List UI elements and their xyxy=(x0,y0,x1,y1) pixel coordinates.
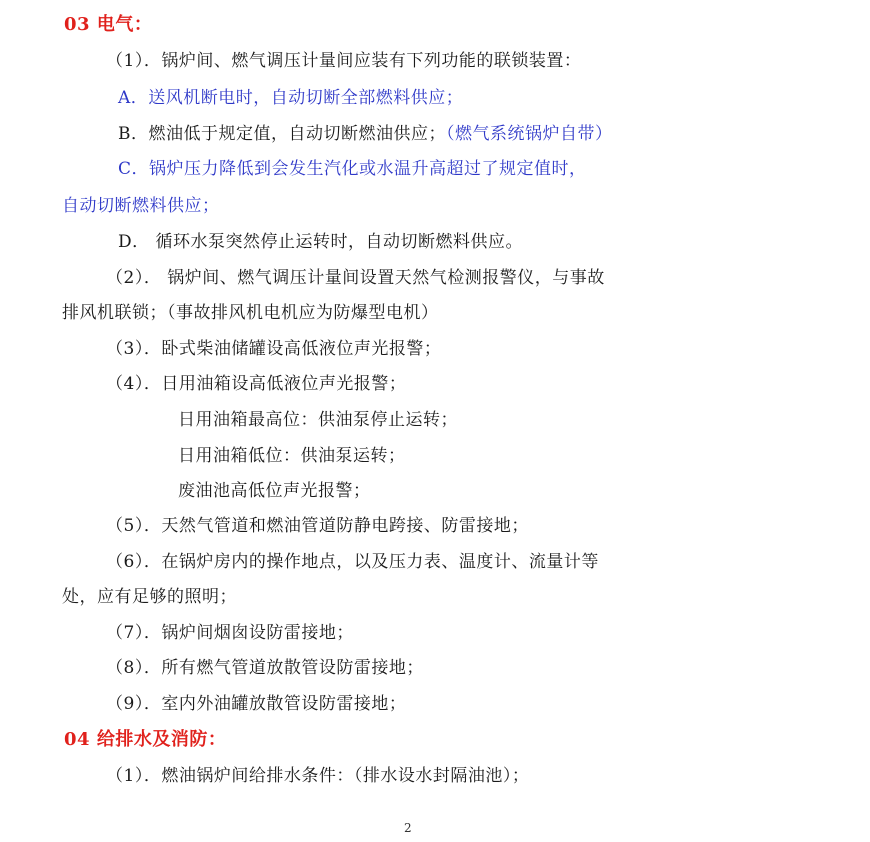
section-heading-water-fire: 04 给排水及消防： xyxy=(64,729,227,750)
electrical-item-6-line1: （6）．在锅炉房内的操作地点，以及压力表、温度计、流量计等 xyxy=(106,552,599,572)
electrical-item-1c-line1: C．锅炉压力降低到会发生汽化或水温升高超过了规定值时， xyxy=(118,159,587,179)
electrical-item-1d: D． 循环水泵突然停止运转时，自动切断燃料供应。 xyxy=(118,232,524,252)
electrical-item-2-line2: 排风机联锁；（事故排风机电机应为防爆型电机） xyxy=(62,303,439,323)
electrical-item-4: （4）．日用油箱设高低液位声光报警； xyxy=(106,374,407,394)
electrical-item-4c: 废油池高低位声光报警； xyxy=(178,481,371,501)
electrical-item-4a: 日用油箱最高位：供油泵停止运转； xyxy=(178,410,458,430)
electrical-item-7: （7）．锅炉间烟囱设防雷接地； xyxy=(106,623,354,643)
electrical-item-3: （3）．卧式柴油储罐设高低液位声光报警； xyxy=(106,339,442,359)
electrical-item-1b-text: B．燃油低于规定值，自动切断燃油供应； xyxy=(118,124,446,144)
electrical-item-1b-note: （燃气系统锅炉自带） xyxy=(446,124,613,144)
page-number: 2 xyxy=(404,821,413,835)
electrical-item-1: （1）．锅炉间、燃气调压计量间应装有下列功能的联锁装置： xyxy=(106,51,582,71)
section-heading-electrical: 03 电气： xyxy=(64,14,153,35)
electrical-item-5: （5）．天然气管道和燃油管道防静电跨接、防雷接地； xyxy=(106,516,529,536)
electrical-item-8: （8）．所有燃气管道放散管设防雷接地； xyxy=(106,658,424,678)
electrical-item-4b: 日用油箱低位：供油泵运转； xyxy=(178,446,406,466)
electrical-item-1b xyxy=(118,123,613,145)
electrical-item-9: （9）．室内外油罐放散管设防雷接地； xyxy=(106,694,407,714)
electrical-item-2-line1: （2）． 锅炉间、燃气调压计量间设置天然气检测报警仪，与事故 xyxy=(106,268,605,288)
electrical-item-1c-line2: 自动切断燃料供应； xyxy=(62,196,220,216)
electrical-item-6-line2: 处，应有足够的照明； xyxy=(62,587,237,607)
water-item-1: （1）．燃油锅炉间给排水条件：（排水设水封隔油池）； xyxy=(106,766,530,786)
electrical-item-1a: A．送风机断电时，自动切断全部燃料供应； xyxy=(118,88,464,108)
